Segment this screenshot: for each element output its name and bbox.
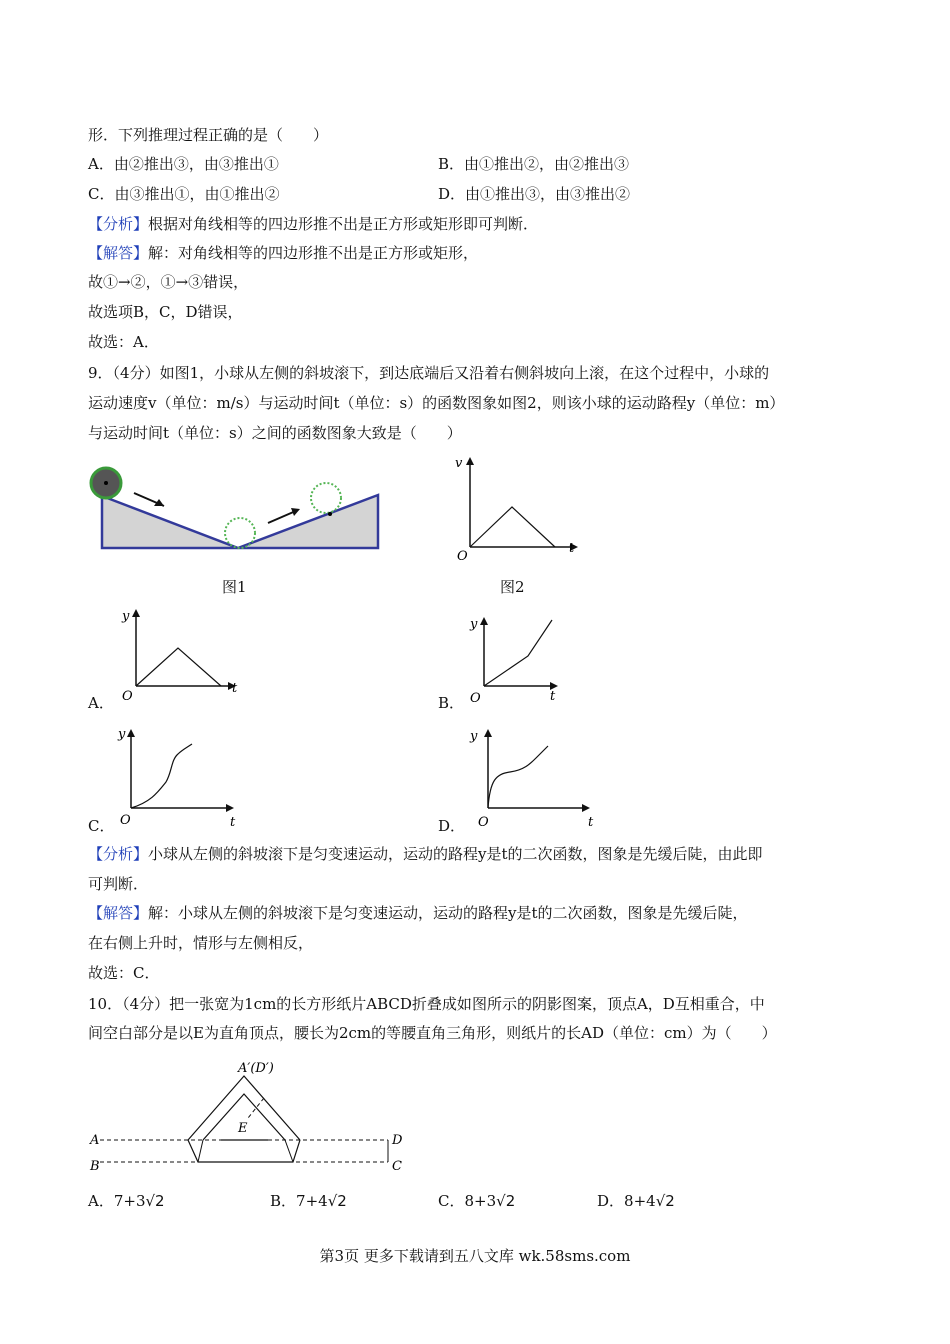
q8-answer-line-3: 故选项B，C，D错误， — [88, 303, 243, 321]
q10-option-b: B．7+4√2 — [270, 1192, 347, 1210]
svg-text:y: y — [118, 727, 126, 742]
q9-answer — [88, 902, 748, 924]
svg-text:t: t — [588, 815, 594, 828]
q9-option-d: D． — [438, 817, 466, 835]
q9-stem-line-3: 与运动时间t（单位：s）之间的函数图象大致是（ ） — [88, 424, 462, 442]
svg-text:t: t — [232, 681, 238, 696]
label-a: A — [90, 1133, 100, 1148]
q9-analysis — [88, 843, 763, 865]
figure-2-xlabel: t — [569, 541, 575, 556]
figure-1-caption: 图1 — [222, 578, 247, 596]
figure-2-vt-graph — [450, 452, 590, 564]
analysis-tag: 【分析】 — [88, 845, 149, 863]
q8-option-c: C．由③推出①，由①推出② — [88, 185, 280, 203]
figure-2-origin: O — [457, 549, 468, 564]
label-a-prime-d-prime: A′(D′) — [238, 1061, 274, 1076]
analysis-text: 根据对角线相等的四边形推不出是正方形或矩形即可判断． — [148, 215, 539, 233]
figure-1-slopes — [88, 460, 388, 560]
svg-text:y: y — [470, 729, 478, 744]
answer-text: 解：对角线相等的四边形推不出是正方形或矩形， — [148, 244, 479, 262]
q10-stem-line-1: 10．（4分）把一张宽为1cm的长方形纸片ABCD折叠成如图所示的阴影图案，顶点A，D互相重合，中 — [88, 995, 765, 1013]
svg-text:y: y — [122, 609, 130, 624]
q9-analysis-line-2: 可判断． — [88, 875, 149, 893]
answer-tag: 【解答】 — [88, 904, 149, 922]
ball-outline-icon — [311, 483, 341, 513]
q8-option-d: D．由①推出③，由③推出② — [438, 185, 631, 203]
q10-option-c: C．8+3√2 — [438, 1192, 516, 1210]
page-footer: 第3页 更多下载请到五八文库 wk.58sms.com — [319, 1247, 631, 1265]
label-d: D — [392, 1133, 403, 1148]
figure-2-ylabel: v — [455, 456, 463, 471]
figure-2-caption: 图2 — [500, 578, 525, 596]
answer-tag: 【解答】 — [88, 244, 149, 262]
q10-option-d: D．8+4√2 — [597, 1192, 675, 1210]
svg-text:O: O — [470, 691, 481, 704]
q9-option-b: B． — [438, 694, 465, 712]
q8-answer-line-4: 故选：A． — [88, 333, 159, 351]
svg-text:t: t — [230, 815, 236, 828]
option-b-graph — [466, 612, 596, 704]
answer-text: 解：小球从左侧的斜坡滚下是匀变速运动，运动的路程y是t的二次函数，图象是先缓后陡， — [148, 904, 748, 922]
svg-text:O: O — [478, 815, 489, 828]
q8-analysis — [88, 213, 538, 235]
q8-option-b: B．由①推出②，由②推出③ — [438, 155, 630, 173]
option-c-graph — [116, 722, 246, 828]
svg-text:O: O — [122, 689, 133, 702]
q9-option-a: A． — [88, 694, 114, 712]
q8-stem-tail: 形．下列推理过程正确的是（ ） — [88, 126, 329, 144]
q8-answer — [88, 242, 478, 264]
q10-stem-line-2: 间空白部分是以E为直角顶点，腰长为2cm的等腰直角三角形，则纸片的长AD（单位：cm）为（ ） — [88, 1024, 777, 1042]
q8-option-a: A．由②推出③，由③推出① — [88, 155, 279, 173]
svg-text:O: O — [120, 813, 131, 828]
q10-folding-figure — [88, 1054, 418, 1178]
label-e: E — [238, 1121, 248, 1136]
q9-answer-line-3: 故选：C． — [88, 964, 160, 982]
q9-option-c: C． — [88, 817, 115, 835]
q9-stem-line-1: 9．（4分）如图1，小球从左侧的斜坡滚下，到达底端后又沿着右侧斜坡向上滚，在这个过程中，小球的 — [88, 364, 770, 382]
svg-text:t: t — [550, 689, 556, 704]
option-a-graph — [118, 604, 248, 702]
analysis-text: 小球从左侧的斜坡滚下是匀变速运动，运动的路程y是t的二次函数，图象是先缓后陡，由此即 — [148, 845, 763, 863]
option-d-graph — [466, 722, 606, 828]
label-b: B — [90, 1159, 100, 1174]
q9-stem-line-2: 运动速度v（单位：m/s）与运动时间t（单位：s）的函数图象如图2，则该小球的运动路程y（单位：m） — [88, 394, 785, 412]
q10-option-a: A．7+3√2 — [88, 1192, 165, 1210]
q9-answer-line-2: 在右侧上升时，情形与左侧相反， — [88, 934, 314, 952]
svg-text:y: y — [470, 617, 478, 632]
label-c: C — [392, 1159, 402, 1174]
analysis-tag: 【分析】 — [88, 215, 149, 233]
q8-answer-line-2: 故①→②，①→③错误， — [88, 273, 249, 291]
